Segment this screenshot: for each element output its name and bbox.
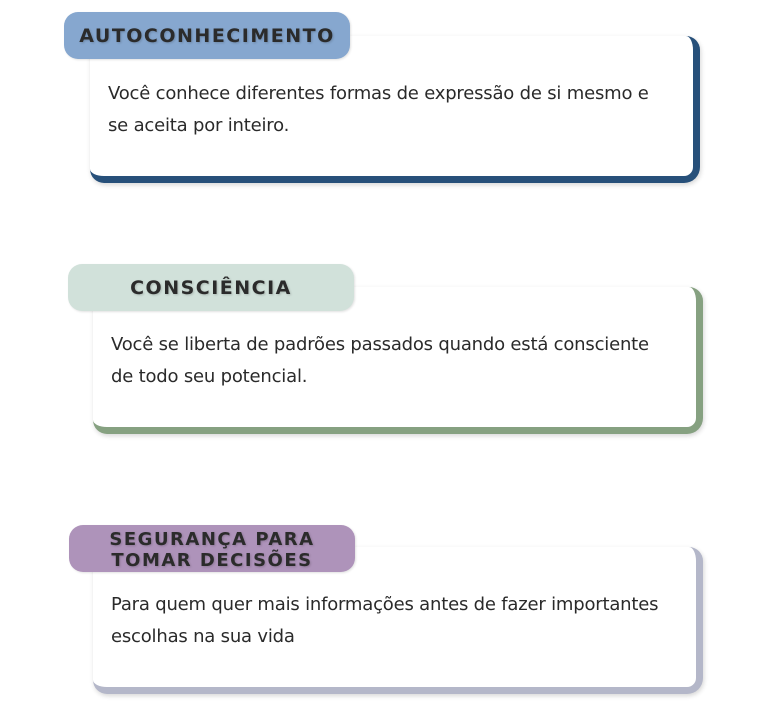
card-text: Você se liberta de padrões passados quando está consciente de todo seu potencial. bbox=[111, 334, 649, 387]
section-title-seguranca: SEGURANÇA PARA TOMAR DECISÕES bbox=[69, 525, 355, 572]
section-title-autoconhecimento: AUTOCONHECIMENTO bbox=[64, 12, 350, 59]
section-title-consciencia: CONSCIÊNCIA bbox=[68, 264, 354, 311]
card-text: Você conhece diferentes formas de expressão de si mesmo e se aceita por inteiro. bbox=[108, 83, 649, 136]
card-text: Para quem quer mais informações antes de fazer importantes escolhas na sua vida bbox=[111, 594, 659, 647]
